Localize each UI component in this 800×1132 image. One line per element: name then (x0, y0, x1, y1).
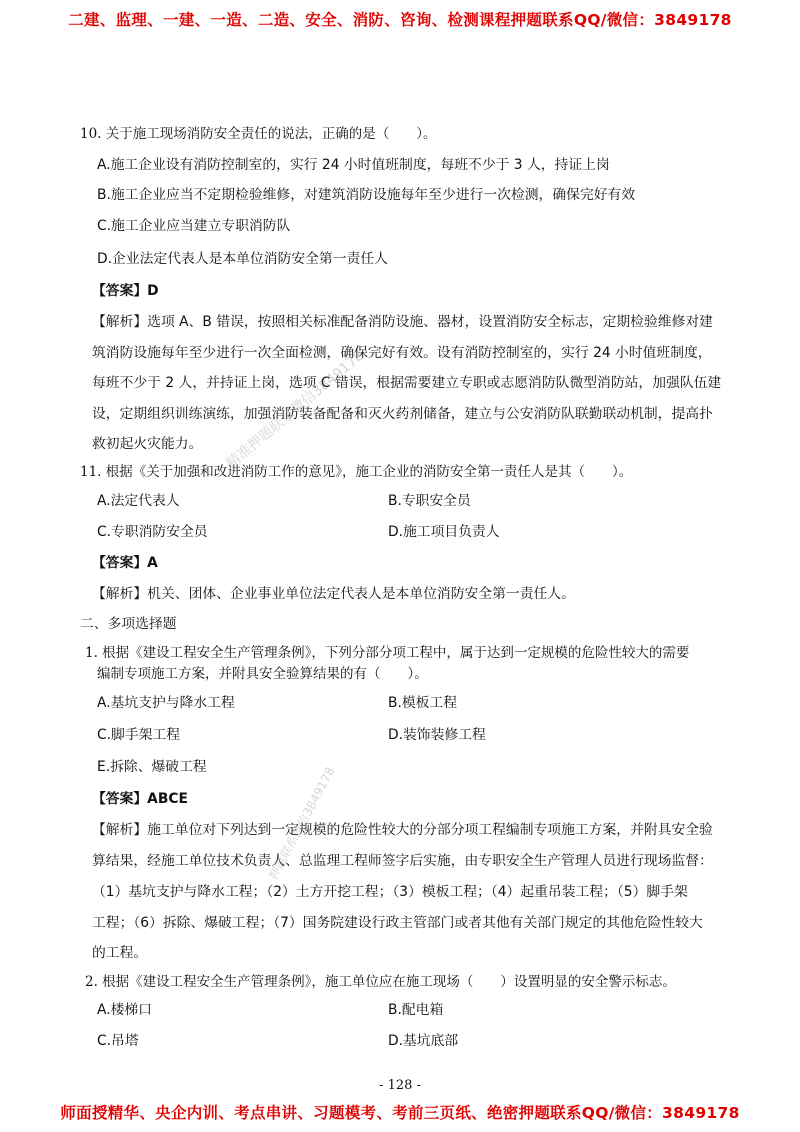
m1-analysis-line: 【解析】施工单位对下列达到一定规模的危险性较大的分部分项工程编制专项施工方案，并附具安全验 (92, 822, 713, 838)
m1-option-a: A.基坑支护与降水工程 (97, 695, 235, 711)
q10-option-d: D.企业法定代表人是本单位消防安全第一责任人 (97, 251, 388, 267)
watermark-text: 押题联系微信3849178 (266, 764, 338, 883)
q10-stem: 10. 关于施工现场消防安全责任的说法，正确的是（ ）。 (80, 126, 437, 142)
m2-option-d: D.基坑底部 (388, 1033, 459, 1049)
m1-analysis-line: 的工程。 (92, 945, 148, 961)
q10-option-a: A.施工企业设有消防控制室的，实行 24 小时值班制度，每班不少于 3 人，持证上岗 (97, 157, 610, 173)
section-title: 二、多项选择题 (80, 616, 177, 632)
m2-option-b: B.配电箱 (388, 1002, 444, 1018)
watermark-text: 精准押题联系微信3849178 (223, 347, 368, 472)
m2-stem: 2. 根据《建设工程安全生产管理条例》，施工单位应在施工现场（ ）设置明显的安全警示标志。 (85, 974, 676, 990)
m2-option-c: C.吊塔 (97, 1033, 139, 1049)
q11-option-d: D.施工项目负责人 (388, 524, 500, 540)
q10-analysis-line: 设，定期组织训练演练，加强消防装备配备和灭火药剂储备，建立与公安消防队联勤联动机制，提高扑 (92, 406, 713, 422)
q11-option-c: C.专职消防安全员 (97, 524, 208, 540)
q10-analysis-line: 筑消防设施每年至少进行一次全面检测，确保完好有效。设有消防控制室的，实行 24 小时值班制度， (92, 345, 712, 361)
q11-answer: 【答案】A (92, 555, 158, 571)
page-number: - 128 - (379, 1078, 421, 1093)
m1-analysis-line: 算结果，经施工单位技术负责人、总监理工程师签字后实施，由专职安全生产管理人员进行现场监督： (92, 853, 713, 869)
q11-analysis: 【解析】机关、团体、企业事业单位法定代表人是本单位消防安全第一责任人。 (92, 586, 575, 602)
q10-option-c: C.施工企业应当建立专职消防队 (97, 218, 291, 234)
m1-option-b: B.模板工程 (388, 695, 458, 711)
m1-answer: 【答案】ABCE (92, 791, 188, 807)
m1-option-e: E.拆除、爆破工程 (97, 759, 207, 775)
bottom-banner: 师面授精华、央企内训、考点串讲、习题模考、考前三页纸、绝密押题联系QQ/微信：3849178 (60, 1104, 740, 1122)
q10-analysis-line: 救初起火灾能力。 (92, 436, 203, 452)
q11-option-b: B.专职安全员 (388, 493, 471, 509)
m1-stem-line: 1. 根据《建设工程安全生产管理条例》，下列分部分项工程中，属于达到一定规模的危险性较大的需要 (85, 645, 690, 661)
q10-analysis-line: 每班不少于 2 人，并持证上岗，选项 C 错误，根据需要建立专职或志愿消防队微型消防站，加强队伍建 (92, 375, 722, 391)
q10-analysis-line: 【解析】选项 A、B 错误，按照相关标准配备消防设施、器材，设置消防安全标志，定期检验维修对建 (92, 314, 713, 330)
top-banner: 二建、监理、一建、一造、二造、安全、消防、咨询、检测课程押题联系QQ/微信：3849178 (68, 11, 732, 29)
m2-option-a: A.楼梯口 (97, 1002, 152, 1018)
q10-answer: 【答案】D (92, 283, 159, 299)
m1-analysis-line: 工程；（6）拆除、爆破工程；（7）国务院建设行政主管部门或者其他有关部门规定的其他危险性较大 (92, 915, 703, 931)
m1-stem-line: 编制专项施工方案，并附具安全验算结果的有（ ）。 (97, 666, 428, 682)
m1-analysis-line: （1）基坑支护与降水工程；（2）土方开挖工程；（3）模板工程；（4）起重吊装工程；（5）脚手架 (92, 884, 688, 900)
m1-option-d: D.装饰装修工程 (388, 727, 486, 743)
q11-stem: 11. 根据《关于加强和改进消防工作的意见》，施工企业的消防安全第一责任人是其（ ）。 (80, 464, 633, 480)
m1-option-c: C.脚手架工程 (97, 727, 181, 743)
q11-option-a: A.法定代表人 (97, 493, 180, 509)
q10-option-b: B.施工企业应当不定期检验维修，对建筑消防设施每年至少进行一次检测，确保完好有效 (97, 187, 636, 203)
